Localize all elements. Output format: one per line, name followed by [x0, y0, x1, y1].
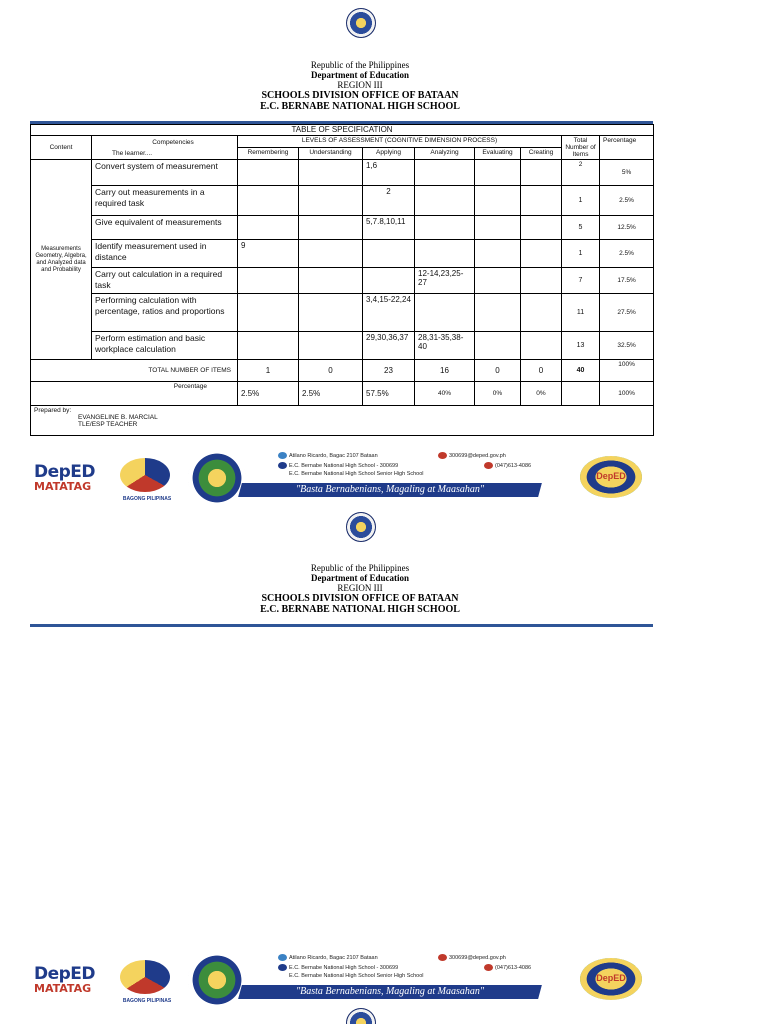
table-of-specification — [30, 124, 654, 436]
pct-analyzing: 40% — [415, 382, 475, 406]
facebook-icon — [278, 462, 287, 469]
total-evaluating: 0 — [475, 360, 521, 382]
bagong-pilipinas-label: BAGONG PILIPINAS — [122, 496, 172, 502]
cell-understanding — [299, 240, 363, 268]
total-percent: 100% — [600, 360, 654, 382]
cell-evaluating — [475, 216, 521, 240]
competency: Identify measurement used in distance — [92, 240, 238, 268]
cell-creating — [521, 332, 562, 360]
competency: Perform estimation and basic workplace calculation — [92, 332, 238, 360]
prepared-by: Prepared by: — [34, 407, 72, 414]
cell-applying: 2 — [363, 186, 415, 216]
deped-matatag-logo — [34, 964, 104, 995]
cell-remembering — [238, 186, 299, 216]
level-understanding: Understanding — [299, 148, 363, 160]
location-icon — [278, 954, 287, 961]
bagong-pilipinas-logo — [112, 960, 182, 1004]
cell-percent: 2.5% — [600, 240, 654, 268]
total-remembering: 1 — [238, 360, 299, 382]
cell-remembering — [238, 216, 299, 240]
total-label: TOTAL NUMBER OF ITEMS — [31, 360, 238, 382]
facebook-page: E.C. Bernabe National High School - 300699 — [289, 463, 399, 469]
total-understanding: 0 — [299, 360, 363, 382]
deped-matatag-logo — [34, 462, 104, 493]
footer-banner — [30, 952, 653, 1008]
deped-seal-icon — [346, 512, 376, 542]
cell-percent: 2.5% — [600, 186, 654, 216]
level-creating: Creating — [521, 148, 562, 160]
cell-analyzing — [415, 216, 475, 240]
header-line5: E.C. BERNABE NATIONAL HIGH SCHOOL — [260, 101, 460, 112]
facebook-page: E.C. Bernabe National High School - 300699 — [289, 965, 399, 971]
level-applying: Applying — [363, 148, 415, 160]
letterhead — [150, 60, 570, 112]
level-remembering: Remembering — [238, 148, 299, 160]
motto: "Basta Bernabenians, Magaling at Maasahan" — [295, 484, 485, 495]
cell-analyzing — [415, 160, 475, 186]
cell-evaluating — [475, 294, 521, 332]
prepared-row — [31, 406, 654, 436]
col-total: Total Number of Items — [562, 136, 600, 160]
cell-total: 2 — [562, 160, 600, 186]
cell-percent: 17.5% — [600, 268, 654, 294]
col-competencies: Competencies The learner.... — [92, 136, 238, 160]
cell-remembering — [238, 160, 299, 186]
header-line2: Department of Education — [311, 573, 409, 583]
cell-evaluating — [475, 186, 521, 216]
deped-division-seal-icon — [580, 958, 642, 1000]
cell-applying: 1,6 — [363, 160, 415, 186]
preparer-name: EVANGELINE B. MARCIAL — [78, 414, 158, 421]
cell-evaluating — [475, 160, 521, 186]
phone-icon — [484, 964, 493, 971]
col-levels: LEVELS OF ASSESSMENT (COGNITIVE DIMENSION PROCESS) — [238, 136, 562, 148]
school-seal-icon — [188, 952, 246, 1008]
level-evaluating: Evaluating — [475, 148, 521, 160]
facebook-page-shs: E.C. Bernabe National High School Senior High School — [289, 471, 424, 477]
col-content: Content — [31, 136, 92, 160]
table-row — [31, 186, 654, 216]
cell-total: 5 — [562, 216, 600, 240]
cell-understanding — [299, 268, 363, 294]
cell-total: 1 — [562, 186, 600, 216]
facebook-icon — [278, 964, 287, 971]
header-line1: Republic of the Philippines — [310, 563, 410, 573]
deped-wordmark: DepED — [34, 462, 96, 482]
cell-applying: 3,4,15-22,24 — [363, 294, 415, 332]
col-percentage: Percentage — [600, 136, 654, 160]
address: Atilano Ricardo, Bagac 2107 Bataan — [289, 955, 378, 961]
facebook-page-shs: E.C. Bernabe National High School Senior High School — [289, 973, 424, 979]
motto: "Basta Bernabenians, Magaling at Maasahan" — [295, 986, 485, 997]
table-title: TABLE OF SPECIFICATION — [31, 125, 654, 136]
bagong-pilipinas-label: BAGONG PILIPINAS — [122, 998, 172, 1004]
cell-evaluating — [475, 240, 521, 268]
footer-banner — [30, 450, 653, 506]
content-label: Measurements Geometry, Algebra, and Analyzed data and Probability — [31, 160, 92, 360]
total-creating: 0 — [521, 360, 562, 382]
table-row — [31, 294, 654, 332]
cell-analyzing — [415, 240, 475, 268]
cell-remembering — [238, 268, 299, 294]
cell-creating — [521, 160, 562, 186]
email: 300699@deped.gov.ph — [449, 955, 506, 961]
cell-analyzing — [415, 186, 475, 216]
cell-analyzing — [415, 294, 475, 332]
school-seal-icon — [188, 450, 246, 506]
cell-total: 7 — [562, 268, 600, 294]
cell-evaluating — [475, 332, 521, 360]
table-row — [31, 332, 654, 360]
header-line5: E.C. BERNABE NATIONAL HIGH SCHOOL — [260, 604, 460, 615]
phone: (047)613-4086 — [495, 965, 532, 971]
cell-creating — [521, 186, 562, 216]
competency: Performing calculation with percentage, ratios and proportions — [92, 294, 238, 332]
contact-info — [278, 452, 424, 478]
email-icon — [438, 954, 447, 961]
cell-total: 1 — [562, 240, 600, 268]
total-applying: 23 — [363, 360, 415, 382]
pct-creating: 0% — [521, 382, 562, 406]
contact-info — [278, 954, 424, 980]
phone-icon — [484, 462, 493, 469]
cell-understanding — [299, 216, 363, 240]
header-line3: REGION III — [337, 583, 383, 593]
deped-division-seal-icon — [580, 456, 642, 498]
table-row — [31, 268, 654, 294]
cell-understanding — [299, 186, 363, 216]
total-analyzing: 16 — [415, 360, 475, 382]
bagong-pilipinas-icon — [120, 458, 170, 492]
cell-remembering — [238, 332, 299, 360]
competency: Carry out measurements in a required task — [92, 186, 238, 216]
header-line4: SCHOOLS DIVISION OFFICE OF BATAAN — [261, 593, 459, 604]
header-line2: Department of Education — [311, 70, 409, 80]
cell-understanding — [299, 332, 363, 360]
pct-percent: 100% — [600, 382, 654, 406]
total-items: 40 — [562, 360, 600, 382]
deped-seal-text: DepED — [596, 973, 626, 983]
pct-applying: 57.5% — [363, 382, 415, 406]
bagong-pilipinas-icon — [120, 960, 170, 994]
competency: Give equivalent of measurements — [92, 216, 238, 240]
pct-remembering: 2.5% — [238, 382, 299, 406]
cell-applying — [363, 240, 415, 268]
cell-understanding — [299, 160, 363, 186]
cell-applying — [363, 268, 415, 294]
cell-creating — [521, 268, 562, 294]
letterhead — [150, 563, 570, 615]
address: Atilano Ricardo, Bagac 2107 Bataan — [289, 453, 378, 459]
cell-applying: 5,7.8,10,11 — [363, 216, 415, 240]
competency: Carry out calculation in a required task — [92, 268, 238, 294]
cell-total: 11 — [562, 294, 600, 332]
deped-seal-text: DepED — [596, 471, 626, 481]
contact-info-right — [438, 452, 531, 470]
pct-understanding: 2.5% — [299, 382, 363, 406]
competency: Convert system of measurement — [92, 160, 238, 186]
phone: (047)613-4086 — [495, 463, 532, 469]
table-row — [31, 160, 654, 186]
deped-seal-icon — [346, 8, 376, 38]
preparer-role: TLE/ESP TEACHER — [78, 421, 138, 428]
cell-creating — [521, 216, 562, 240]
cell-percent: 12.5% — [600, 216, 654, 240]
cell-analyzing: 28,31-35,38-40 — [415, 332, 475, 360]
cell-understanding — [299, 294, 363, 332]
email: 300699@deped.gov.ph — [449, 453, 506, 459]
deped-wordmark: DepED — [34, 964, 96, 984]
header-line1: Republic of the Philippines — [310, 60, 410, 70]
percentage-row — [31, 382, 654, 406]
cell-creating — [521, 240, 562, 268]
matatag-wordmark: MATATAG — [34, 982, 92, 995]
motto-banner — [238, 483, 542, 497]
cell-percent: 27.5% — [600, 294, 654, 332]
cell-evaluating — [475, 268, 521, 294]
location-icon — [278, 452, 287, 459]
motto-banner — [238, 985, 542, 999]
table-row — [31, 216, 654, 240]
matatag-wordmark: MATATAG — [34, 480, 92, 493]
cell-remembering — [238, 294, 299, 332]
email-icon — [438, 452, 447, 459]
table-row — [31, 240, 654, 268]
level-analyzing: Analyzing — [415, 148, 475, 160]
cell-total: 13 — [562, 332, 600, 360]
header-line3: REGION III — [337, 80, 383, 90]
cell-creating — [521, 294, 562, 332]
cell-remembering: 9 — [238, 240, 299, 268]
percentage-label: Percentage — [31, 382, 238, 406]
cell-analyzing: 12-14,23,25-27 — [415, 268, 475, 294]
header-rule — [30, 624, 653, 627]
prepared-cell — [31, 406, 654, 436]
cell-applying: 29,30,36,37 — [363, 332, 415, 360]
header-line4: SCHOOLS DIVISION OFFICE OF BATAAN — [261, 90, 459, 101]
contact-info-right — [438, 954, 531, 972]
deped-seal-icon-partial — [346, 1008, 376, 1024]
pct-total — [562, 382, 600, 406]
pct-evaluating: 0% — [475, 382, 521, 406]
cell-percent: 32.5% — [600, 332, 654, 360]
cell-percent: 5% — [600, 160, 654, 186]
bagong-pilipinas-logo — [112, 458, 182, 502]
total-row — [31, 360, 654, 382]
